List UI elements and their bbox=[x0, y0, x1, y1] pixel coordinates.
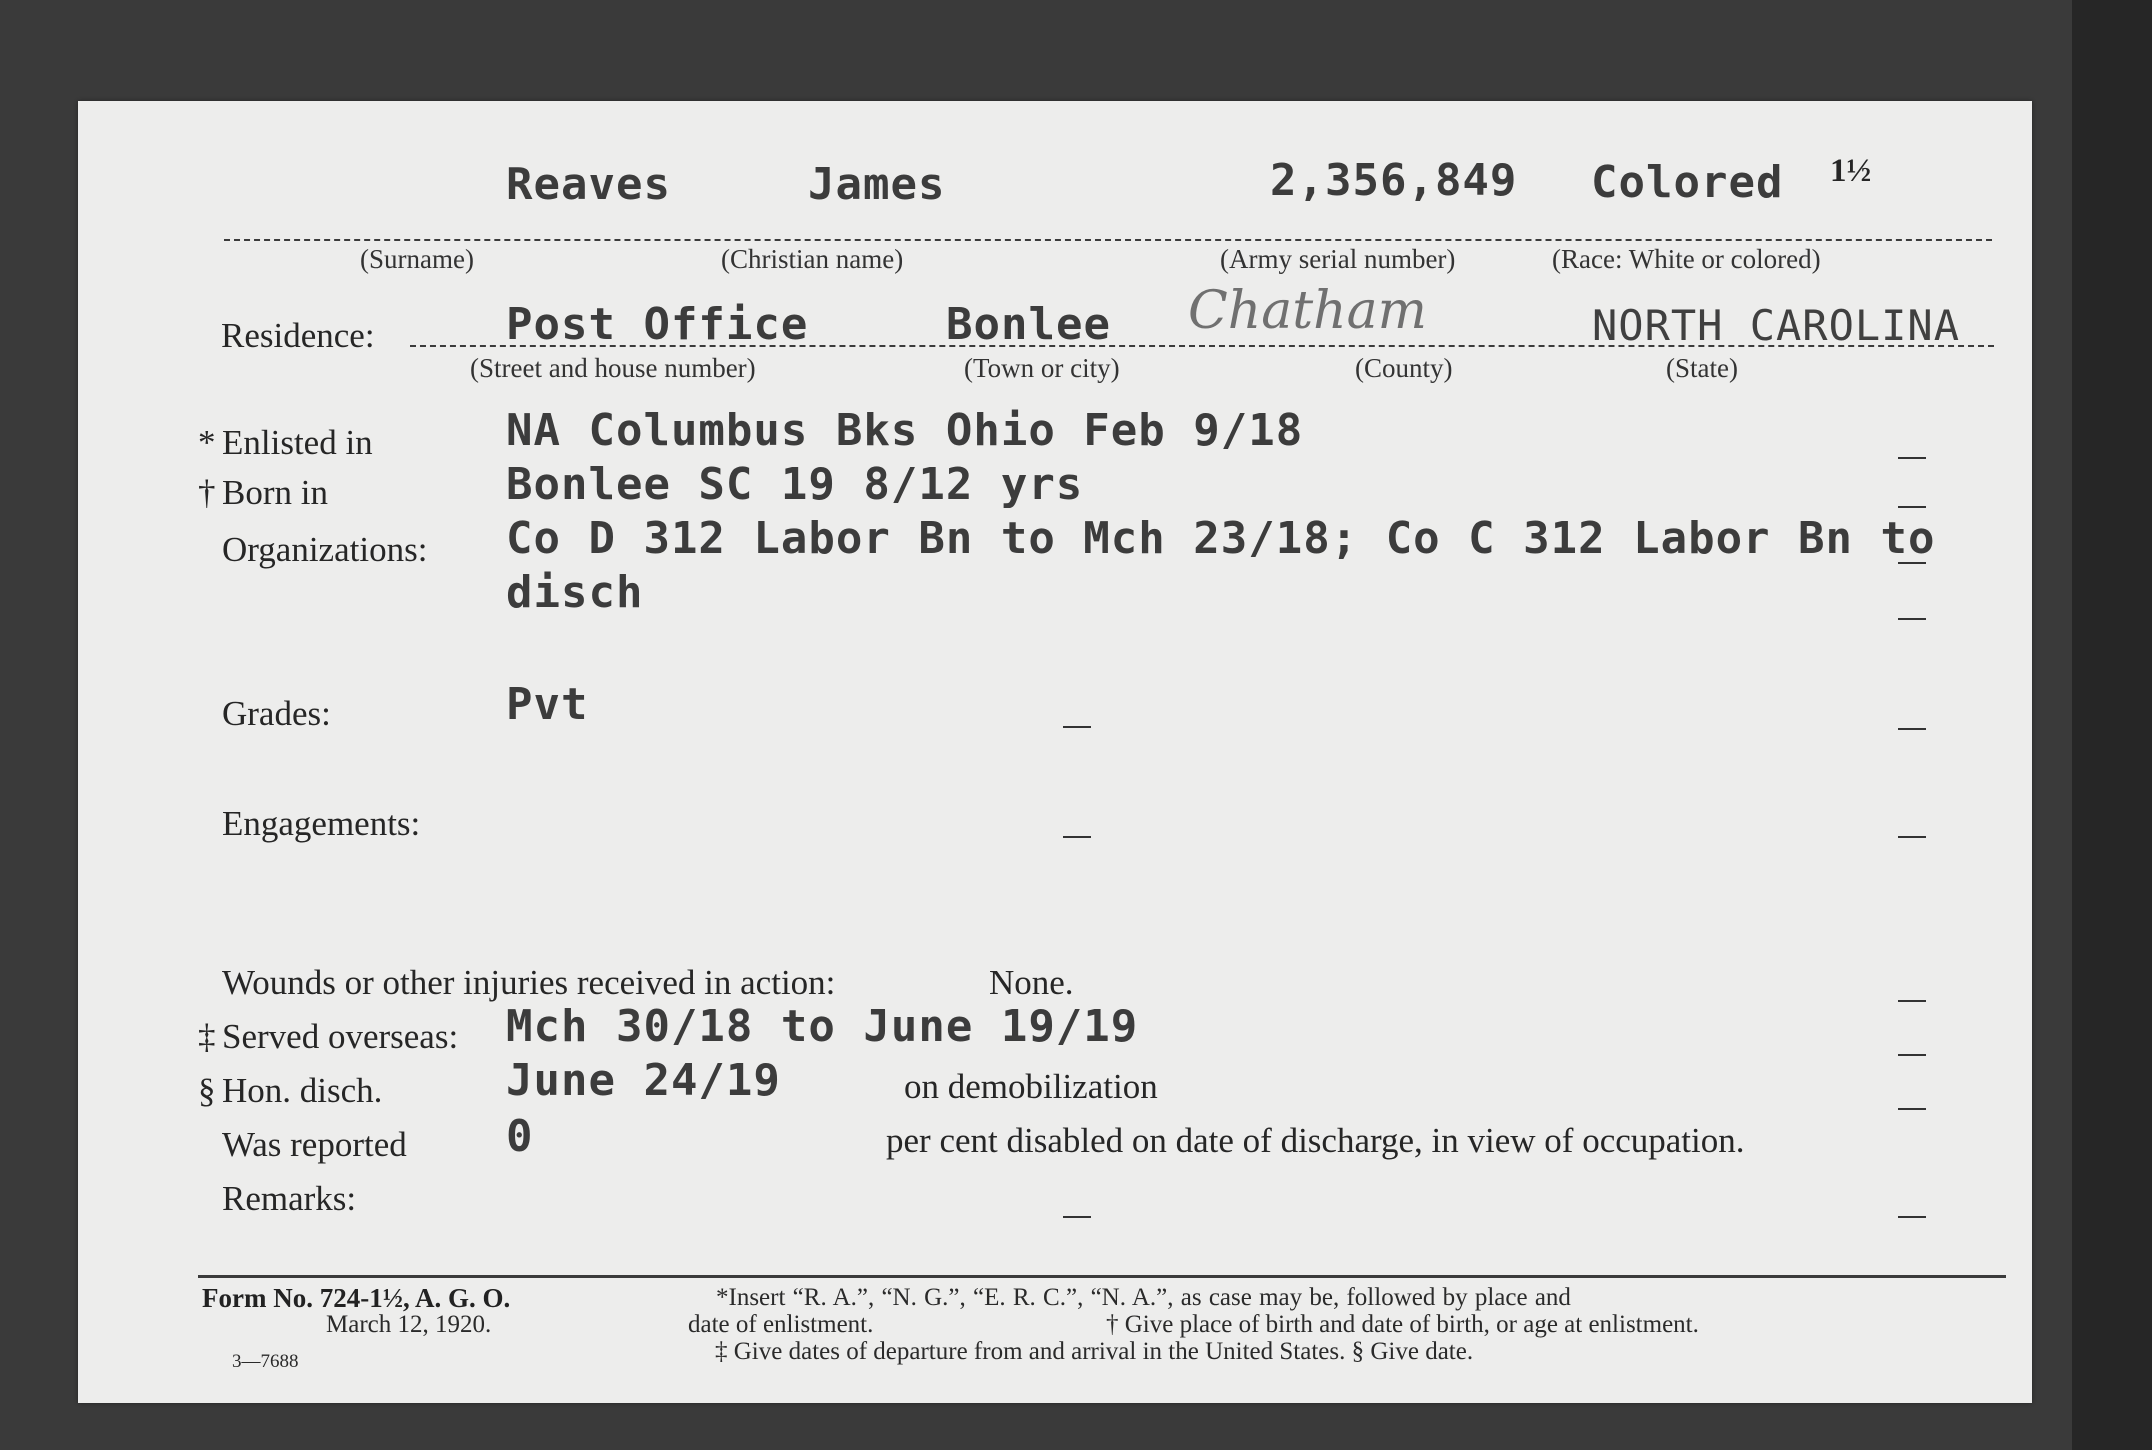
enlisted-mark: * bbox=[198, 423, 216, 462]
tick-mark bbox=[1898, 1054, 1926, 1056]
footnote-enlistment: *Insert “R. A.”, “N. G.”, “E. R. C.”, “N. A.”, as case may be, followed by place and bbox=[716, 1284, 1571, 1311]
form-number: Form No. 724-1½, A. G. O. bbox=[202, 1283, 511, 1313]
serial-number-value: 2,356,849 bbox=[1270, 155, 1518, 206]
hon-disch-note: on demobilization bbox=[904, 1067, 1158, 1106]
tick-mark bbox=[1898, 1000, 1926, 1002]
county-caption: (County) bbox=[1355, 353, 1453, 383]
form-date: March 12, 1920. bbox=[326, 1311, 492, 1338]
race-caption: (Race: White or colored) bbox=[1552, 244, 1821, 274]
footnote-enlistment-cont: date of enlistment. bbox=[688, 1311, 874, 1338]
name-row-line bbox=[224, 239, 1992, 241]
tick-mark bbox=[1898, 1108, 1926, 1110]
organizations-line1: Co D 312 Labor Bn to Mch 23/18; Co C 312 Labor Bn to bbox=[506, 513, 1936, 564]
organizations-line2: disch bbox=[506, 567, 644, 618]
tick-mark bbox=[1063, 726, 1091, 728]
print-code: 3—7688 bbox=[232, 1351, 299, 1372]
residence-town-value: Bonlee bbox=[946, 299, 1111, 350]
tick-mark bbox=[1898, 1216, 1926, 1218]
tick-mark bbox=[1898, 562, 1926, 564]
tick-mark bbox=[1898, 457, 1926, 459]
corner-mark: 1½ bbox=[1830, 153, 1872, 189]
overseas-value: Mch 30/18 to June 19/19 bbox=[506, 1001, 1139, 1052]
serial-number-caption: (Army serial number) bbox=[1220, 244, 1456, 274]
remarks-label: Remarks: bbox=[222, 1179, 357, 1218]
residence-street-value: Post Office bbox=[506, 299, 809, 350]
hon-disch-value: June 24/19 bbox=[506, 1055, 781, 1106]
street-caption: (Street and house number) bbox=[470, 353, 756, 383]
race-value: Colored bbox=[1591, 157, 1784, 208]
state-caption: (State) bbox=[1666, 353, 1738, 383]
reported-label: Was reported bbox=[222, 1125, 407, 1164]
hon-disch-mark: § bbox=[198, 1071, 216, 1110]
reported-value: 0 bbox=[506, 1111, 534, 1162]
wounds-label: Wounds or other injuries received in action: bbox=[222, 963, 836, 1002]
engagements-label: Engagements: bbox=[222, 804, 421, 843]
surname-caption: (Surname) bbox=[360, 244, 474, 274]
tick-mark bbox=[1898, 728, 1926, 730]
town-caption: (Town or city) bbox=[964, 353, 1120, 383]
residence-state-value: NORTH CAROLINA bbox=[1592, 301, 1961, 350]
born-mark: † bbox=[198, 473, 216, 512]
scanner-background bbox=[2072, 0, 2152, 1450]
christian-name-caption: (Christian name) bbox=[721, 244, 904, 274]
born-label: Born in bbox=[222, 473, 328, 512]
draft-record-card bbox=[78, 101, 2032, 1403]
wounds-value: None. bbox=[989, 963, 1074, 1002]
tick-mark bbox=[1063, 1216, 1091, 1218]
enlisted-value: NA Columbus Bks Ohio Feb 9/18 bbox=[506, 405, 1304, 456]
residence-line bbox=[410, 345, 1994, 347]
christian-name-value: James bbox=[808, 159, 946, 210]
residence-label: Residence: bbox=[221, 316, 375, 355]
tick-mark bbox=[1063, 836, 1091, 838]
hon-disch-label: Hon. disch. bbox=[222, 1071, 383, 1110]
overseas-label: Served overseas: bbox=[222, 1017, 459, 1056]
tick-mark bbox=[1898, 836, 1926, 838]
residence-county-handwritten: Chatham bbox=[1188, 281, 1427, 341]
enlisted-label: Enlisted in bbox=[222, 423, 373, 462]
footnote-birth: † Give place of birth and date of birth, or age at enlistment. bbox=[1106, 1311, 1699, 1338]
footnote-overseas: ‡ Give dates of departure from and arrival in the United States. § Give date. bbox=[715, 1338, 1474, 1365]
overseas-mark: ‡ bbox=[198, 1017, 216, 1056]
born-value: Bonlee SC 19 8/12 yrs bbox=[506, 459, 1084, 510]
organizations-label: Organizations: bbox=[222, 530, 428, 569]
surname-value: Reaves bbox=[506, 159, 671, 210]
grades-label: Grades: bbox=[222, 694, 331, 733]
reported-note: per cent disabled on date of discharge, in view of occupation. bbox=[886, 1121, 1745, 1160]
tick-mark bbox=[1898, 506, 1926, 508]
grades-value: Pvt bbox=[506, 679, 589, 730]
tick-mark bbox=[1898, 618, 1926, 620]
footer-rule bbox=[198, 1275, 2006, 1278]
